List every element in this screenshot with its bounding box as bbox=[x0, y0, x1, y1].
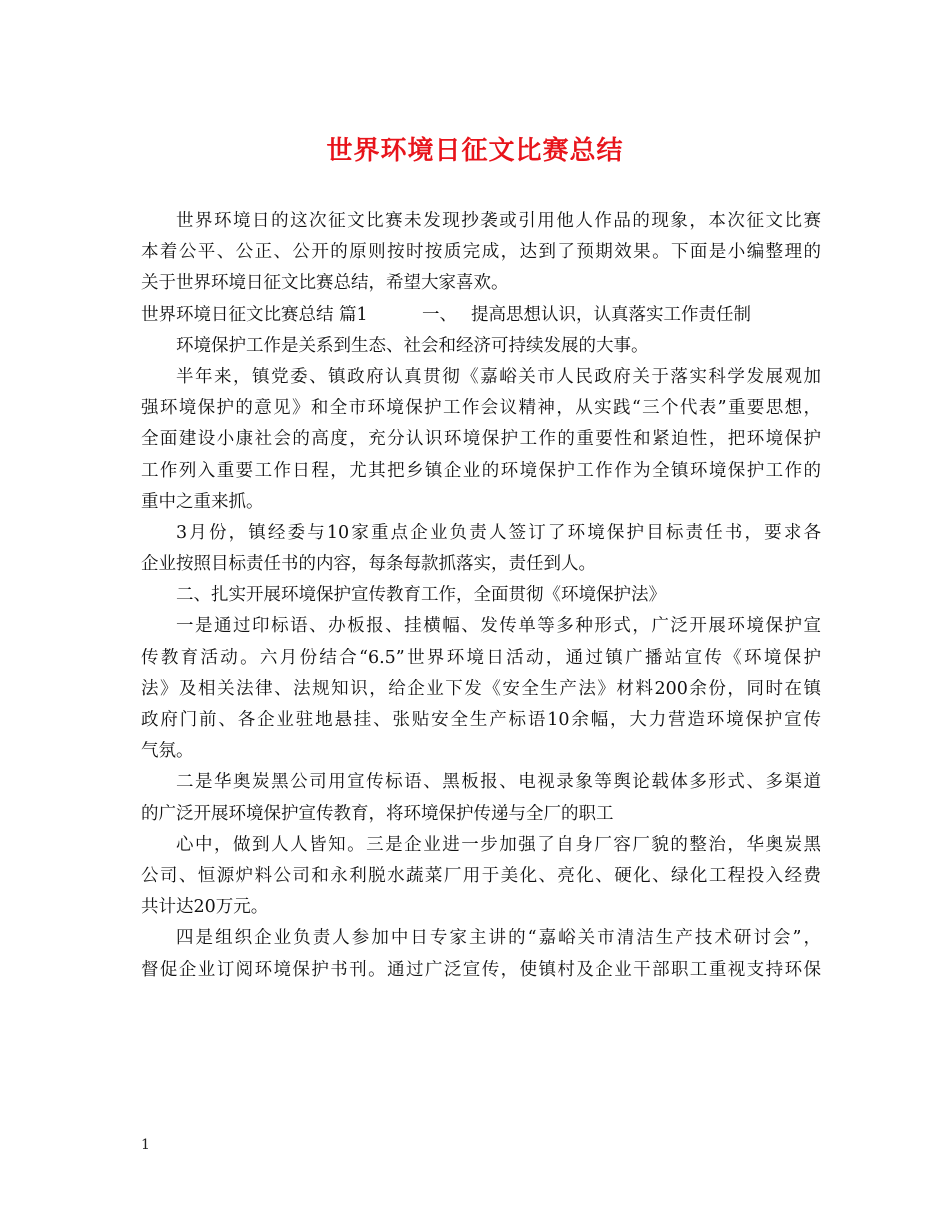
text-line: 气氛。 bbox=[141, 741, 194, 762]
text-line: 共计达20万元。 bbox=[141, 897, 269, 918]
text-line: 环境保护工作是关系到生态、社会和经济可持续发展的大事。 bbox=[176, 335, 649, 356]
text-line: 强环境保护的意见》和全市环境保护工作会议精神，从实践“三个代表”重要思想， bbox=[141, 398, 821, 419]
text-line: 二、扎实开展环境保护宣传教育工作，全面贯彻《环境保护法》 bbox=[176, 585, 666, 606]
page-number: 1 bbox=[141, 1137, 150, 1153]
text-line: 法》及相关法律、法规知识，给企业下发《安全生产法》材料200余份，同时在镇 bbox=[141, 678, 821, 699]
heading-section-title: 提高思想认识，认真落实工作责任制 bbox=[471, 304, 751, 325]
text-line: 公司、恒源炉料公司和永利脱水蔬菜厂用于美化、亮化、硬化、绿化工程投入经费 bbox=[141, 865, 821, 886]
text-line: 一是通过印标语、办板报、挂横幅、发传单等多种形式，广泛开展环境保护宣 bbox=[176, 616, 821, 637]
text-line: 督促企业订阅环境保护书刊。通过广泛宣传，使镇村及企业干部职工重视支持环保 bbox=[141, 959, 821, 980]
text-line: 本着公平、公正、公开的原则按时按质完成，达到了预期效果。下面是小编整理的 bbox=[141, 242, 821, 263]
text-line: 的广泛开展环境保护宣传教育，将环境保护传递与全厂的职工 bbox=[141, 803, 614, 824]
heading-section-number: 一、 bbox=[422, 304, 457, 325]
text-line: 关于世界环境日征文比赛总结，希望大家喜欢。 bbox=[141, 273, 509, 294]
heading-article-label: 世界环境日征文比赛总结 篇1 bbox=[141, 304, 368, 325]
text-line: 世界环境日的这次征文比赛未发现抄袭或引用他人作品的现象，本次征文比赛 bbox=[176, 211, 821, 231]
document-title: 世界环境日征文比赛总结 bbox=[326, 136, 624, 166]
text-line: 政府门前、各企业驻地悬挂、张贴安全生产标语10余幅，大力营造环境保护宣传 bbox=[141, 710, 821, 730]
text-line: 二是华奥炭黑公司用宣传标语、黑板报、电视录象等舆论载体多形式、多渠道 bbox=[176, 772, 821, 793]
text-line: 重中之重来抓。 bbox=[141, 491, 264, 512]
document-body bbox=[141, 206, 821, 986]
section-heading bbox=[141, 300, 821, 331]
text-line: 四是组织企业负责人参加中日专家主讲的“嘉峪关市清洁生产技术研讨会”， bbox=[176, 928, 821, 949]
text-line: 3月份，镇经委与10家重点企业负责人签订了环境保护目标责任书，要求各 bbox=[176, 522, 821, 543]
text-line: 全面建设小康社会的高度，充分认识环境保护工作的重要性和紧迫性，把环境保护 bbox=[141, 429, 821, 450]
text-line: 半年来，镇党委、镇政府认真贯彻《嘉峪关市人民政府关于落实科学发展观加 bbox=[176, 366, 821, 387]
text-line: 工作列入重要工作日程，尤其把乡镇企业的环境保护工作作为全镇环境保护工作的 bbox=[141, 460, 821, 481]
text-line: 传教育活动。六月份结合“6.5”世界环境日活动，通过镇广播站宣传《环境保护 bbox=[141, 647, 821, 668]
text-line: 心中，做到人人皆知。三是企业进一步加强了自身厂容厂貌的整治，华奥炭黑 bbox=[176, 834, 821, 855]
text-line: 企业按照目标责任书的内容，每条每款抓落实，责任到人。 bbox=[141, 554, 596, 575]
